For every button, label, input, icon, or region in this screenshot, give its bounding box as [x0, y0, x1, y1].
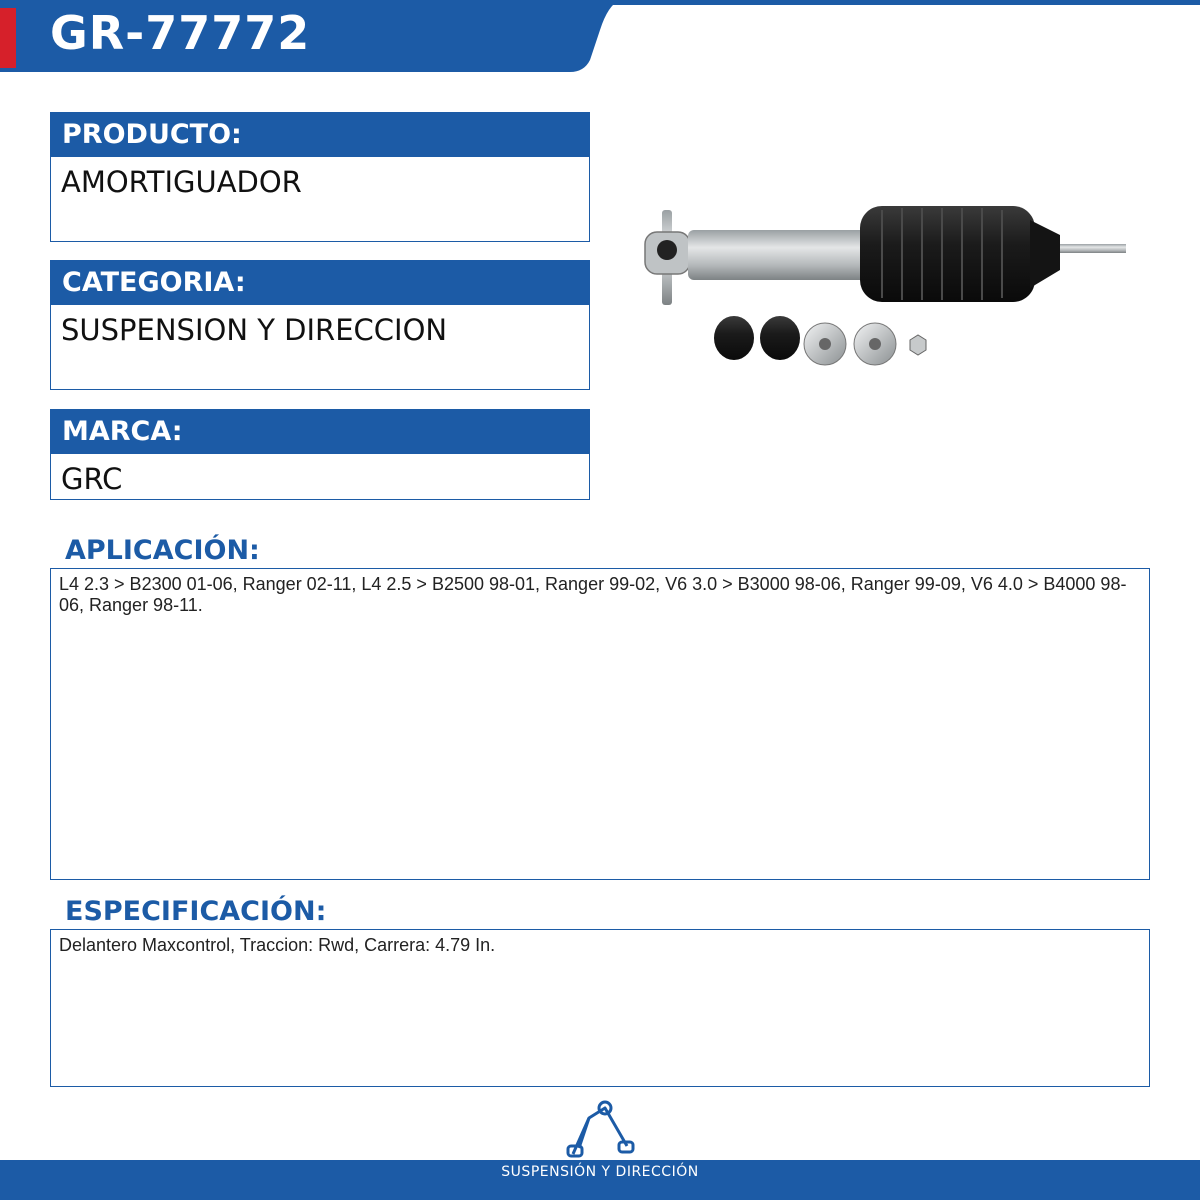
control-arm-icon: [565, 1098, 635, 1160]
brand-value: GRC: [50, 453, 590, 500]
application-text: L4 2.3 > B2300 01-06, Ranger 02-11, L4 2.5 > B2500 98-01, Ranger 99-02, V6 3.0 > B3000 98-06, Ranger 99-09, V6 4.0 > B4000 98-06, Ranger 98-11.: [50, 568, 1150, 880]
brand-label: MARCA:: [50, 409, 590, 453]
page-title: GR-77772: [50, 6, 311, 60]
category-value: SUSPENSION Y DIRECCION: [50, 304, 590, 390]
footer-label: SUSPENSIÓN Y DIRECCIÓN: [501, 1164, 699, 1180]
header-bar: [0, 0, 1200, 75]
product-label: PRODUCTO:: [50, 112, 590, 156]
product-value: AMORTIGUADOR: [50, 156, 590, 242]
shock-absorber-image: [620, 190, 1140, 380]
specification-title: ESPECIFICACIÓN:: [65, 896, 327, 927]
application-title: APLICACIÓN:: [65, 535, 260, 566]
specification-text: Delantero Maxcontrol, Traccion: Rwd, Carrera: 4.79 In.: [50, 929, 1150, 1087]
category-label: CATEGORIA:: [50, 260, 590, 304]
